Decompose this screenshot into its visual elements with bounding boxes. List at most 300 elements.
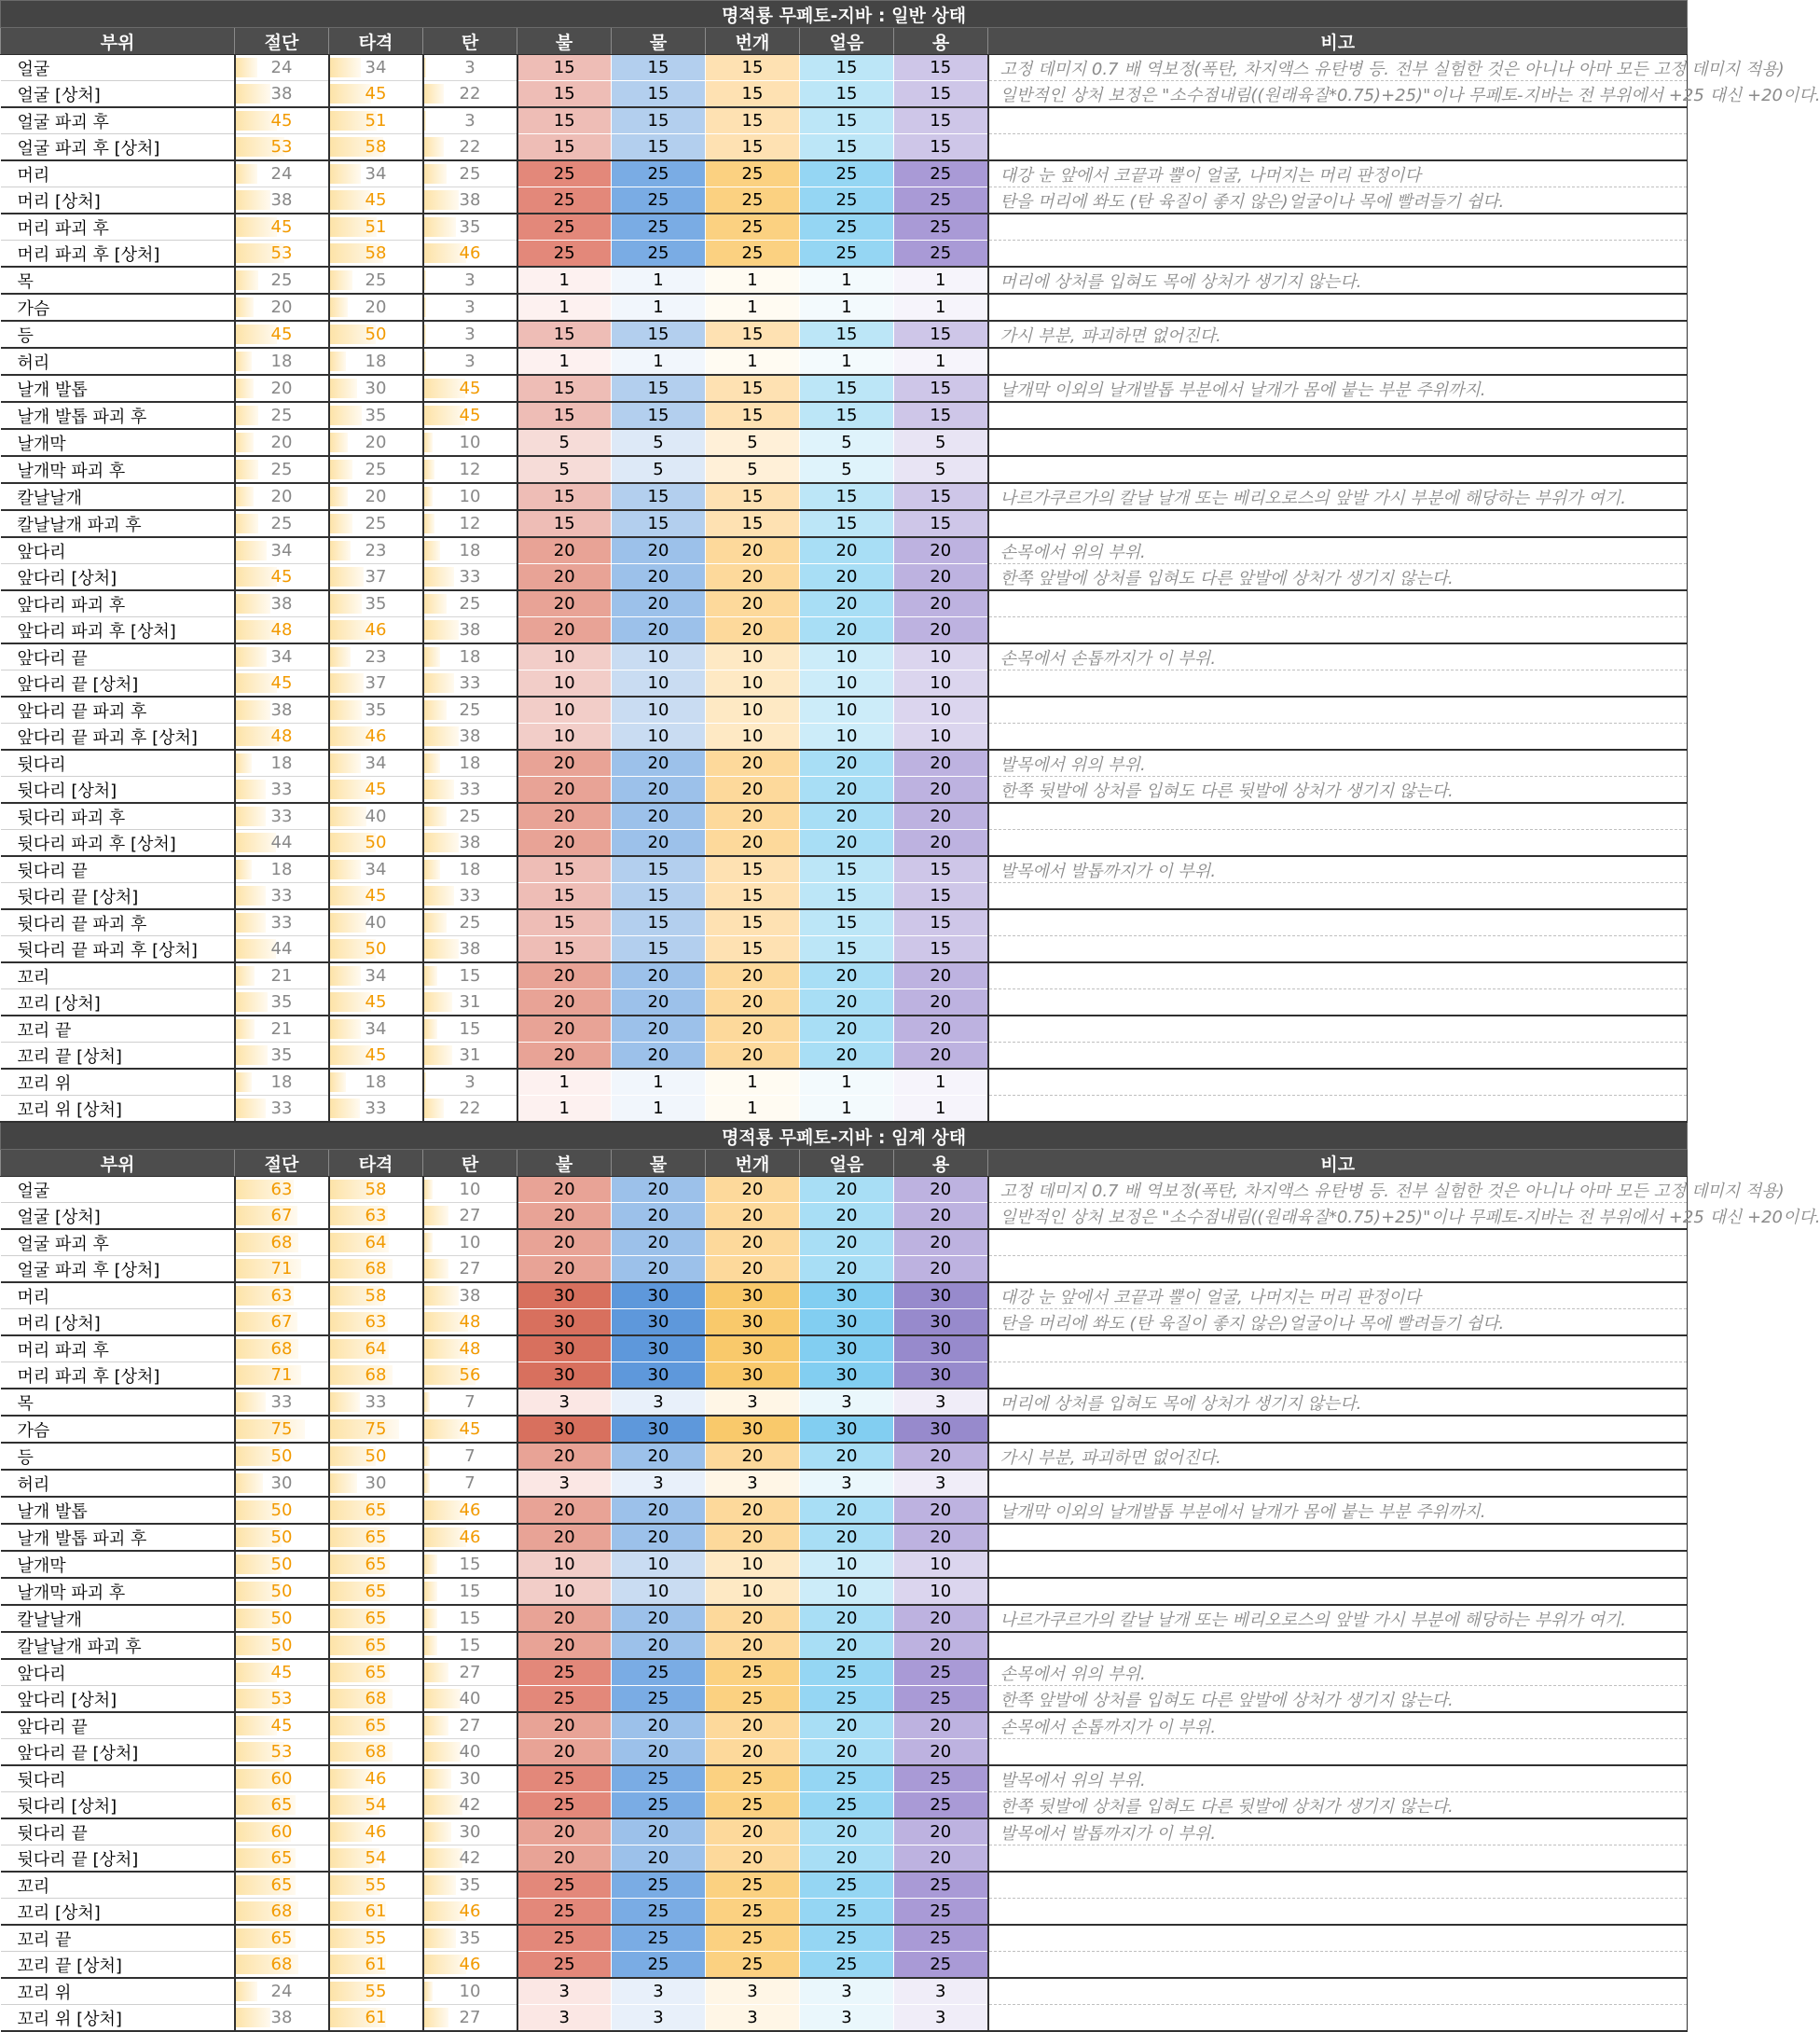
hitzone-value: 12 bbox=[459, 460, 481, 479]
column-header: 부위 bbox=[1, 1150, 235, 1177]
note: 손목에서 손톱까지가 이 부위. bbox=[988, 643, 1688, 670]
value-bar bbox=[424, 1446, 431, 1466]
element-dragon: 25 bbox=[894, 1925, 988, 1952]
note bbox=[988, 1551, 1688, 1578]
hitzone-value: 35 bbox=[459, 1875, 481, 1895]
hitzone-shot bbox=[423, 962, 517, 989]
hitzone-shot bbox=[423, 1952, 517, 1979]
element-thunder: 1 bbox=[706, 1069, 800, 1096]
part-name: 꼬리 끝 bbox=[1, 1925, 235, 1952]
hitzone-value: 18 bbox=[459, 647, 481, 667]
element-dragon: 15 bbox=[894, 55, 988, 81]
note bbox=[988, 670, 1688, 698]
table-row bbox=[1, 267, 1688, 294]
part-name: 날개막 bbox=[1, 1551, 235, 1578]
note bbox=[988, 989, 1688, 1016]
hitzone-blunt bbox=[329, 1765, 423, 1792]
element-dragon: 25 bbox=[894, 160, 988, 187]
hitzone-value: 53 bbox=[270, 1742, 293, 1762]
element-ice: 20 bbox=[800, 1203, 894, 1230]
hitzone-value: 53 bbox=[270, 1689, 293, 1708]
value-bar bbox=[236, 1473, 264, 1493]
element-fire: 25 bbox=[517, 1899, 612, 1926]
hitzone-value: 35 bbox=[270, 992, 293, 1012]
element-fire: 20 bbox=[517, 777, 612, 804]
hitzone-value: 60 bbox=[270, 1769, 293, 1789]
element-thunder: 30 bbox=[706, 1335, 800, 1362]
element-water: 25 bbox=[612, 1925, 706, 1952]
element-water: 25 bbox=[612, 1765, 706, 1792]
hitzone-blunt bbox=[329, 617, 423, 644]
hitzone-value: 33 bbox=[459, 567, 481, 587]
table-row bbox=[1, 483, 1688, 510]
element-water: 20 bbox=[612, 1256, 706, 1283]
hitzone-shot bbox=[423, 1497, 517, 1524]
hitzone-value: 25 bbox=[365, 514, 387, 533]
element-water: 20 bbox=[612, 1016, 706, 1043]
note bbox=[988, 348, 1688, 375]
element-ice: 20 bbox=[800, 1043, 894, 1070]
table-row bbox=[1, 856, 1688, 883]
element-dragon: 10 bbox=[894, 724, 988, 751]
hitzone-value: 68 bbox=[270, 1955, 293, 1974]
hitzone-value: 18 bbox=[459, 541, 481, 560]
element-thunder: 10 bbox=[706, 643, 800, 670]
element-water: 20 bbox=[612, 564, 706, 591]
hitzone-value: 33 bbox=[459, 780, 481, 799]
hitzone-value: 65 bbox=[365, 1555, 387, 1574]
element-dragon: 30 bbox=[894, 1282, 988, 1309]
element-fire: 20 bbox=[517, 1605, 612, 1632]
column-header: 얼음 bbox=[800, 1150, 894, 1177]
hitzone-blunt bbox=[329, 1818, 423, 1845]
element-ice: 15 bbox=[800, 55, 894, 81]
element-dragon: 25 bbox=[894, 1659, 988, 1686]
value-bar bbox=[424, 433, 434, 452]
hitzone-value: 30 bbox=[365, 1473, 387, 1493]
hitzone-value: 33 bbox=[270, 1392, 293, 1412]
hitzone-blunt bbox=[329, 1470, 423, 1497]
hitzone-shot bbox=[423, 1712, 517, 1739]
element-water: 20 bbox=[612, 537, 706, 564]
note bbox=[988, 936, 1688, 963]
part-name: 머리 bbox=[1, 1282, 235, 1309]
element-ice: 15 bbox=[800, 483, 894, 510]
hitzone-value: 20 bbox=[365, 297, 387, 317]
element-dragon: 15 bbox=[894, 81, 988, 108]
part-name: 꼬리 위 bbox=[1, 1069, 235, 1096]
hitzone-value: 22 bbox=[459, 1099, 481, 1118]
hitzone-cut bbox=[235, 321, 329, 348]
part-name: 앞다리 끝 bbox=[1, 1712, 235, 1739]
element-fire: 20 bbox=[517, 564, 612, 591]
hitzone-cut bbox=[235, 483, 329, 510]
element-dragon: 20 bbox=[894, 989, 988, 1016]
element-water: 20 bbox=[612, 750, 706, 777]
element-ice: 25 bbox=[800, 1872, 894, 1899]
hitzone-value: 10 bbox=[459, 487, 481, 506]
hitzone-blunt bbox=[329, 1443, 423, 1470]
note bbox=[988, 1016, 1688, 1043]
element-dragon: 1 bbox=[894, 1096, 988, 1123]
value-bar bbox=[236, 886, 267, 905]
value-bar bbox=[424, 1206, 449, 1225]
element-ice: 20 bbox=[800, 1712, 894, 1739]
value-bar bbox=[424, 137, 445, 157]
table-row bbox=[1, 1978, 1688, 2005]
note: 발목에서 발톱까지가 이 부위. bbox=[988, 856, 1688, 883]
hitzone-blunt bbox=[329, 537, 423, 564]
element-thunder: 20 bbox=[706, 537, 800, 564]
hitzone-cut bbox=[235, 1739, 329, 1766]
element-thunder: 20 bbox=[706, 803, 800, 830]
note: 발목에서 발톱까지가 이 부위. bbox=[988, 1818, 1688, 1845]
element-thunder: 20 bbox=[706, 1524, 800, 1551]
element-dragon: 5 bbox=[894, 429, 988, 456]
hitzone-value: 48 bbox=[459, 1312, 481, 1332]
table-row bbox=[1, 936, 1688, 963]
note: 발목에서 위의 부위. bbox=[988, 750, 1688, 777]
element-dragon: 20 bbox=[894, 1845, 988, 1873]
hitzone-blunt bbox=[329, 670, 423, 698]
value-bar bbox=[330, 700, 363, 720]
column-header: 타격 bbox=[329, 28, 423, 55]
value-bar bbox=[424, 886, 455, 905]
note bbox=[988, 2005, 1688, 2032]
element-water: 20 bbox=[612, 1605, 706, 1632]
hitzone-cut bbox=[235, 1470, 329, 1497]
value-bar bbox=[424, 1795, 463, 1815]
table-row bbox=[1, 1416, 1688, 1443]
note bbox=[988, 510, 1688, 537]
hitzone-blunt bbox=[329, 402, 423, 429]
hitzone-value: 48 bbox=[270, 726, 293, 746]
element-ice: 30 bbox=[800, 1362, 894, 1389]
hitzone-value: 25 bbox=[459, 164, 481, 184]
table-row bbox=[1, 1765, 1688, 1792]
element-water: 5 bbox=[612, 429, 706, 456]
element-water: 20 bbox=[612, 989, 706, 1016]
part-name: 뒷다리 끝 bbox=[1, 856, 235, 883]
part-name: 얼굴 파괴 후 [상처] bbox=[1, 134, 235, 161]
part-name: 머리 파괴 후 [상처] bbox=[1, 1362, 235, 1389]
element-water: 25 bbox=[612, 1872, 706, 1899]
value-bar bbox=[424, 164, 448, 184]
element-ice: 5 bbox=[800, 429, 894, 456]
value-bar bbox=[330, 460, 353, 479]
element-fire: 20 bbox=[517, 1016, 612, 1043]
element-fire: 20 bbox=[517, 617, 612, 644]
element-dragon: 30 bbox=[894, 1416, 988, 1443]
hitzone-cut bbox=[235, 107, 329, 134]
part-name: 머리 파괴 후 bbox=[1, 1335, 235, 1362]
element-thunder: 15 bbox=[706, 402, 800, 429]
element-dragon: 20 bbox=[894, 803, 988, 830]
hitzone-cut bbox=[235, 670, 329, 698]
hitzone-blunt bbox=[329, 1792, 423, 1819]
note: 한쪽 뒷발에 상처를 입혀도 다른 뒷발에 상처가 생기지 않는다. bbox=[988, 1792, 1688, 1819]
value-bar bbox=[236, 270, 259, 290]
hitzone-value: 65 bbox=[365, 1663, 387, 1682]
note: 머리에 상처를 입혀도 목에 상처가 생기지 않는다. bbox=[988, 267, 1688, 294]
hitzone-value: 20 bbox=[365, 487, 387, 506]
element-fire: 25 bbox=[517, 1659, 612, 1686]
hitzone-value: 25 bbox=[365, 270, 387, 290]
value-bar bbox=[236, 700, 271, 720]
element-fire: 10 bbox=[517, 697, 612, 724]
hitzone-cut bbox=[235, 1016, 329, 1043]
element-water: 15 bbox=[612, 55, 706, 81]
hitzone-value: 44 bbox=[270, 833, 293, 852]
hitzone-shot bbox=[423, 1765, 517, 1792]
part-name: 등 bbox=[1, 321, 235, 348]
hitzone-value: 7 bbox=[464, 1473, 476, 1493]
element-fire: 20 bbox=[517, 1712, 612, 1739]
note bbox=[988, 456, 1688, 483]
table-row bbox=[1, 989, 1688, 1016]
hitzone-cut bbox=[235, 1043, 329, 1070]
hitzone-blunt bbox=[329, 750, 423, 777]
note bbox=[988, 1096, 1688, 1123]
note: 손목에서 손톱까지가 이 부위. bbox=[988, 1712, 1688, 1739]
element-ice: 30 bbox=[800, 1335, 894, 1362]
element-thunder: 25 bbox=[706, 187, 800, 214]
element-thunder: 30 bbox=[706, 1362, 800, 1389]
value-bar bbox=[236, 647, 268, 667]
note: 가시 부분, 파괴하면 없어진다. bbox=[988, 321, 1688, 348]
hitzone-value: 25 bbox=[365, 460, 387, 479]
note: 일반적인 상처 보정은 "소수점내림((원래육질*0.75)+25)"이나 무페토-지바는 전 부위에서 +25 대신 +20이다. bbox=[988, 81, 1688, 108]
hitzone-value: 10 bbox=[459, 1982, 481, 2001]
column-header: 불 bbox=[517, 1150, 612, 1177]
hitzone-blunt bbox=[329, 160, 423, 187]
part-name: 허리 bbox=[1, 1470, 235, 1497]
element-thunder: 10 bbox=[706, 697, 800, 724]
table-row bbox=[1, 1043, 1688, 1070]
hitzone-cut bbox=[235, 2005, 329, 2032]
hitzone-cut bbox=[235, 1659, 329, 1686]
element-water: 20 bbox=[612, 1845, 706, 1873]
element-ice: 20 bbox=[800, 1443, 894, 1470]
element-thunder: 20 bbox=[706, 1712, 800, 1739]
hitzone-cut bbox=[235, 962, 329, 989]
hitzone-shot bbox=[423, 697, 517, 724]
value-bar bbox=[330, 270, 353, 290]
hitzone-value: 65 bbox=[270, 1875, 293, 1895]
part-name: 뒷다리 끝 bbox=[1, 1818, 235, 1845]
hitzone-blunt bbox=[329, 1416, 423, 1443]
hitzone-value: 40 bbox=[459, 1742, 481, 1762]
note bbox=[988, 1925, 1688, 1952]
column-header: 용 bbox=[894, 28, 988, 55]
part-name: 뒷다리 bbox=[1, 1765, 235, 1792]
hitzone-value: 10 bbox=[459, 433, 481, 452]
element-thunder: 20 bbox=[706, 1632, 800, 1659]
hitzone-value: 30 bbox=[459, 1769, 481, 1789]
hitzone-blunt bbox=[329, 1203, 423, 1230]
note bbox=[988, 1470, 1688, 1497]
hitzone-cut bbox=[235, 81, 329, 108]
hitzone-shot bbox=[423, 1524, 517, 1551]
element-water: 20 bbox=[612, 1043, 706, 1070]
hitzone-value: 50 bbox=[270, 1609, 293, 1628]
hitzone-value: 30 bbox=[459, 1822, 481, 1842]
hitzone-shot bbox=[423, 670, 517, 698]
element-fire: 10 bbox=[517, 670, 612, 698]
note: 고정 데미지 0.7 배 역보정(폭탄, 차지액스 유탄병 등. 전부 실험한 것은 아니나 아마 모든 고정 데미지 적용) bbox=[988, 1177, 1688, 1203]
hitzone-shot bbox=[423, 750, 517, 777]
hitzone-value: 18 bbox=[270, 860, 293, 879]
hitzone-value: 45 bbox=[459, 379, 481, 398]
hitzone-value: 68 bbox=[270, 1339, 293, 1359]
note bbox=[988, 107, 1688, 134]
element-ice: 20 bbox=[800, 777, 894, 804]
table-row bbox=[1, 1229, 1688, 1256]
value-bar bbox=[330, 297, 349, 317]
hitzone-blunt bbox=[329, 1069, 423, 1096]
element-ice: 15 bbox=[800, 81, 894, 108]
element-dragon: 10 bbox=[894, 1551, 988, 1578]
hitzone-value: 15 bbox=[459, 1636, 481, 1655]
hitzone-blunt bbox=[329, 1177, 423, 1203]
hitzone-shot bbox=[423, 55, 517, 81]
element-ice: 3 bbox=[800, 2005, 894, 2032]
note bbox=[988, 1043, 1688, 1070]
hitzone-value: 68 bbox=[365, 1259, 387, 1279]
hitzone-shot bbox=[423, 402, 517, 429]
table-row bbox=[1, 1818, 1688, 1845]
element-dragon: 1 bbox=[894, 348, 988, 375]
hitzone-value: 25 bbox=[459, 700, 481, 720]
value-bar bbox=[424, 2008, 449, 2027]
value-bar bbox=[424, 1716, 449, 1735]
value-bar bbox=[236, 913, 267, 933]
element-fire: 15 bbox=[517, 321, 612, 348]
part-name: 뒷다리 파괴 후 [상처] bbox=[1, 830, 235, 857]
element-water: 20 bbox=[612, 1739, 706, 1766]
hitzone-blunt bbox=[329, 510, 423, 537]
element-fire: 15 bbox=[517, 510, 612, 537]
value-bar bbox=[424, 325, 427, 344]
hitzone-shot bbox=[423, 107, 517, 134]
part-name: 꼬리 [상처] bbox=[1, 989, 235, 1016]
hitzone-cut bbox=[235, 510, 329, 537]
part-name: 얼굴 bbox=[1, 55, 235, 81]
hitzone-value: 31 bbox=[459, 992, 481, 1012]
hitzone-value: 50 bbox=[365, 939, 387, 959]
hitzone-value: 61 bbox=[365, 1955, 387, 1974]
element-dragon: 30 bbox=[894, 1335, 988, 1362]
element-water: 25 bbox=[612, 1659, 706, 1686]
note bbox=[988, 803, 1688, 830]
hitzone-value: 65 bbox=[365, 1716, 387, 1735]
hitzone-value: 64 bbox=[365, 1233, 387, 1252]
hitzone-value: 61 bbox=[365, 2008, 387, 2027]
hitzone-value: 65 bbox=[365, 1582, 387, 1601]
element-thunder: 25 bbox=[706, 1765, 800, 1792]
hitzone-value: 3 bbox=[464, 325, 476, 344]
table-row bbox=[1, 670, 1688, 698]
hitzone-value: 65 bbox=[365, 1609, 387, 1628]
hitzone-blunt bbox=[329, 883, 423, 910]
hitzone-value: 34 bbox=[365, 966, 387, 986]
hitzone-shot bbox=[423, 134, 517, 161]
table-row bbox=[1, 1578, 1688, 1605]
note bbox=[988, 1256, 1688, 1283]
element-fire: 25 bbox=[517, 1872, 612, 1899]
hitzone-value: 35 bbox=[365, 700, 387, 720]
element-dragon: 3 bbox=[894, 1978, 988, 2005]
element-fire: 20 bbox=[517, 962, 612, 989]
element-fire: 15 bbox=[517, 402, 612, 429]
table-row bbox=[1, 375, 1688, 402]
hitzone-value: 53 bbox=[270, 243, 293, 263]
hitzone-shot bbox=[423, 483, 517, 510]
element-water: 3 bbox=[612, 1978, 706, 2005]
hitzone-value: 25 bbox=[270, 460, 293, 479]
note bbox=[988, 402, 1688, 429]
table-row bbox=[1, 81, 1688, 108]
element-thunder: 15 bbox=[706, 321, 800, 348]
hitzone-cut bbox=[235, 1524, 329, 1551]
element-fire: 30 bbox=[517, 1416, 612, 1443]
part-name: 앞다리 끝 파괴 후 bbox=[1, 697, 235, 724]
hitzone-value: 25 bbox=[459, 807, 481, 826]
element-thunder: 20 bbox=[706, 1229, 800, 1256]
hitzone-value: 65 bbox=[270, 1848, 293, 1868]
hitzone-value: 27 bbox=[459, 2008, 481, 2027]
hitzone-cut bbox=[235, 1282, 329, 1309]
value-bar bbox=[424, 726, 460, 746]
hitzone-shot bbox=[423, 1551, 517, 1578]
hitzone-blunt bbox=[329, 909, 423, 936]
hitzone-value: 55 bbox=[365, 1928, 387, 1948]
hitzone-shot bbox=[423, 1016, 517, 1043]
part-name: 앞다리 bbox=[1, 1659, 235, 1686]
element-thunder: 15 bbox=[706, 909, 800, 936]
hitzone-blunt bbox=[329, 483, 423, 510]
part-name: 앞다리 파괴 후 [상처] bbox=[1, 617, 235, 644]
hitzone-cut bbox=[235, 1203, 329, 1230]
hitzone-blunt bbox=[329, 1389, 423, 1416]
element-dragon: 20 bbox=[894, 617, 988, 644]
part-name: 얼굴 [상처] bbox=[1, 81, 235, 108]
note bbox=[988, 241, 1688, 268]
hitzone-cut bbox=[235, 1578, 329, 1605]
hitzone-value: 15 bbox=[459, 966, 481, 986]
hitzone-value: 60 bbox=[270, 1822, 293, 1842]
element-fire: 30 bbox=[517, 1309, 612, 1336]
note bbox=[988, 294, 1688, 321]
hitzone-blunt bbox=[329, 590, 423, 617]
element-water: 15 bbox=[612, 856, 706, 883]
hitzone-shot bbox=[423, 1632, 517, 1659]
hitzone-value: 46 bbox=[365, 1769, 387, 1789]
table-row bbox=[1, 107, 1688, 134]
column-header: 물 bbox=[612, 1150, 706, 1177]
hitzone-shot bbox=[423, 294, 517, 321]
hitzone-blunt bbox=[329, 724, 423, 751]
element-fire: 30 bbox=[517, 1362, 612, 1389]
hitzone-value: 63 bbox=[365, 1206, 387, 1225]
value-bar bbox=[330, 753, 362, 773]
part-name: 뒷다리 끝 파괴 후 [상처] bbox=[1, 936, 235, 963]
element-fire: 25 bbox=[517, 1925, 612, 1952]
hitzone-value: 18 bbox=[459, 753, 481, 773]
element-dragon: 20 bbox=[894, 1203, 988, 1230]
element-fire: 15 bbox=[517, 483, 612, 510]
element-ice: 20 bbox=[800, 1739, 894, 1766]
